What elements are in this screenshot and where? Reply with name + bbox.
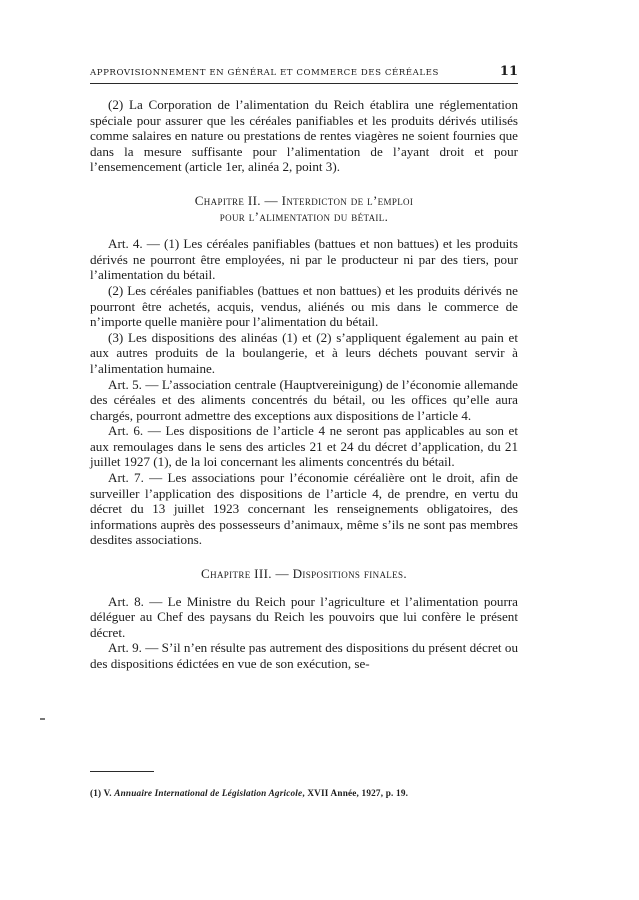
article-4-paragraph-3: (3) Les dispositions des alinéas (1) et (2) s’appliquent également au pain et aux autres produits de la boulangerie, et à leurs déchets pouvant servir à l’alimentation humaine.: [90, 329, 518, 376]
running-title: APPROVISIONNEMENT EN GÉNÉRAL ET COMMERCE DES CÉRÉALES: [90, 68, 439, 78]
chapter-3-title: Chapitre III. — Dispositions finales.: [201, 566, 407, 582]
header-rule: [90, 83, 518, 84]
footnote-marker: (1) V.: [90, 788, 112, 798]
chapter-3-heading: [90, 566, 518, 582]
article-5: Art. 5. — L’association centrale (Hauptvereinigung) de l’économie allemande des céréales et des aliments concentrés du bétail, ou les offices qu’elle aura chargés, pourront admettre des exceptions aux dispositions de l’article 4.: [90, 376, 518, 423]
article-6: Art. 6. — Les dispositions de l’article 4 ne seront pas applicables au son et aux remoulages dans le sens des articles 21 et 24 du décret d’application, du 21 juillet 1927 (1), de la loi concernant les aliments concentrés du bétail.: [90, 423, 518, 470]
article-4-paragraph-1: Art. 4. — (1) Les céréales panifiables (battues et non battues) et les produits dérivés ne pourront être employées, ni par le producteur ni par des tiers, pour l’alimentation du bétail.: [90, 236, 518, 283]
chapter-2-title-line-2: pour l’alimentation du bétail.: [219, 208, 389, 224]
footnote: [90, 788, 518, 798]
margin-mark: [40, 718, 45, 720]
footnote-rule: [90, 771, 154, 772]
paragraph-corporation-reglementation: (2) La Corporation de l’alimentation du Reich établira une réglementation spéciale pour assurer que les céréales panifiables et les produits dérivés utilisés comme salaires en nature ou prestations de rentes viagères ne soient fournies que dans la mesure suffisante pour l’alimentation de l’ayant droit et pour l’ensemencement (article 1er, alinéa 2, point 3).: [90, 97, 518, 175]
document-body: [90, 97, 518, 672]
article-7: Art. 7. — Les associations pour l’économie céréalière ont le droit, afin de surveiller l’application des dispositions de l’article 4, de prendre, en vertu du décret du 13 juillet 1923 concernant les renseignements obligatoires, des informations auprès des possesseurs d’animaux, même s’ils ne sont pas membres desdites associations.: [90, 470, 518, 548]
article-9: Art. 9. — S’il n’en résulte pas autrement des dispositions du présent décret ou des dispositions édictées en vue de son exécution, se-: [90, 640, 518, 671]
footnote-source-title: Annuaire International de Législation Agricole: [114, 788, 303, 798]
page-number: 11: [499, 64, 518, 79]
article-8: Art. 8. — Le Ministre du Reich pour l’agriculture et l’alimentation pourra déléguer au Chef des paysans du Reich les pouvoirs que lui confère le présent décret.: [90, 593, 518, 640]
article-4-paragraph-2: (2) Les céréales panifiables (battues et non battues) et les produits dérivés ne pourront être achetés, acquis, vendus, aliénés ou mis dans le commerce de n’importe quelle manière pour l’alimentation du bétail.: [90, 282, 518, 330]
chapter-2-heading: [90, 193, 518, 224]
footnote-details: , XVII Année, 1927, p. 19.: [302, 788, 409, 798]
page-header: [90, 64, 518, 79]
chapter-2-title-line-1: Chapitre II. — Interdicton de l’emploi: [194, 192, 414, 208]
